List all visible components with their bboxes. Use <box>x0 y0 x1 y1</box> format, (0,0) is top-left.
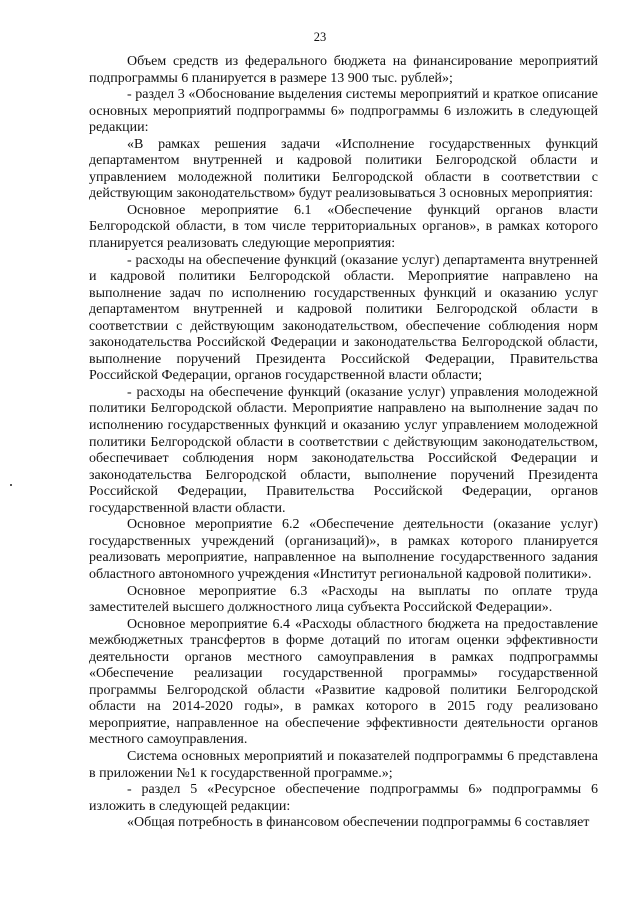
paragraph-department-expenses: - расходы на обеспечение функций (оказание услуг) департамента внутренней и кадровой политики Белгородской области. Мероприятие направлено на выполнение задач по исполнению государственных функций и оказанию услуг департаментом внутренней и кадровой политики Белгородской области в соответствии с действующим законодательством, обеспечение соблюдения норм законодательства Российской Федерации и законодательства Белгородской области, выполнение поручений Президента Российской Федерации, Правительства Российской Федерации, органов государственной власти области; <box>89 252 598 384</box>
paragraph-measure-6-2: Основное мероприятие 6.2 «Обеспечение деятельности (оказание услуг) государственных учреждений (организаций)», в рамках которого планируется реализовать мероприятие, направленное на выполнение государственного задания областного автономного учреждения «Институт региональной кадровой политики». <box>89 517 598 582</box>
paragraph-section-3-intro: - раздел 3 «Обоснование выделения системы мероприятий и краткое описание основных мероприятий подпрограммы 6» подпрограммы 6 изложить в следующей редакции: <box>89 87 598 136</box>
paragraph-measure-6-1: Основное мероприятие 6.1 «Обеспечение функций органов власти Белгородской области, в том числе территориальных органов», в рамках которого планируется реализовать следующие мероприятия: <box>89 202 598 252</box>
paragraph-measure-6-3: Основное мероприятие 6.3 «Расходы на выплаты по оплате труда заместителей высшего должностного лица субъекта Российской Федерации». <box>89 583 598 616</box>
paragraph-measure-6-4: Основное мероприятие 6.4 «Расходы областного бюджета на предоставление межбюджетных трансфертов в форме дотаций по итогам оценки эффективности деятельности органов местного самоуправления в рамках подпрограммы «Обеспечение реализации государственной программы» государственной программы Белгородской области «Развитие кадровой политики Белгородской области на 2014-2020 годы», в рамках которого в 2015 году реализовано мероприятие, направленное на обеспечение эффективности деятельности органов местного самоуправления. <box>89 616 598 748</box>
margin-mark <box>10 484 12 486</box>
paragraph-youth-policy-expenses: - расходы на обеспечение функций (оказание услуг) управления молодежной политики Белгородской области. Мероприятие направлено на выполнение задач по исполнению государственных функций и оказанию услуг управлением молодежной политики Белгородской области в соответствии с действующим законодательством, обеспечивает соблюдения норм законодательства Российской Федерации и законодательства Белгородской области, выполнение поручений Президента Российской Федерации, Правительства Российской Федерации, органов государственной власти области. <box>89 384 598 516</box>
paragraph-federal-budget: Объем средств из федерального бюджета на финансирование мероприятий подпрограммы 6 планируется в размере 13 900 тыс. рублей»; <box>89 54 598 86</box>
paragraph-task-description: «В рамках решения задачи «Исполнение государственных функций департаментом внутренней и кадровой политики Белгородской области и управлением молодежной политики Белгородской области в соответствии с действующим законодательством» будут реализовываться 3 основных мероприятия: <box>89 136 598 202</box>
paragraph-system-of-measures: Система основных мероприятий и показателей подпрограммы 6 представлена в приложении №1 к государственной программе.»; <box>89 748 598 781</box>
paragraph-total-funding: «Общая потребность в финансовом обеспечении подпрограммы 6 составляет <box>127 815 590 831</box>
paragraph-section-5-intro: - раздел 5 «Ресурсное обеспечение подпрограммы 6» подпрограммы 6 изложить в следующей редакции: <box>89 782 598 814</box>
page-number: 23 <box>313 30 327 44</box>
document-body <box>89 54 598 832</box>
